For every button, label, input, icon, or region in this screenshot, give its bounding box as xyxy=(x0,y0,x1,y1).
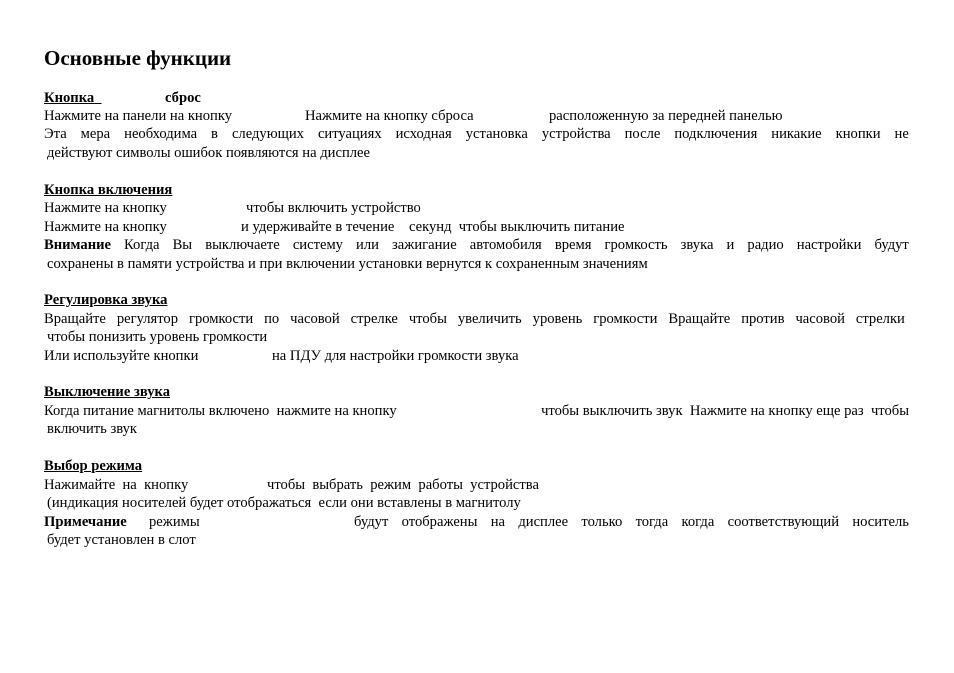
power-heading: Кнопка включения xyxy=(44,182,173,198)
mode-heading: Выбор режима xyxy=(44,458,143,474)
word: никакие xyxy=(771,126,822,142)
word: по xyxy=(264,311,280,327)
mute-line-1-b: чтобы выключить звук Нажмите на кнопку еще раз чтобы xyxy=(541,403,909,419)
word: против xyxy=(741,311,785,327)
word: громкость xyxy=(604,237,668,253)
word: носитель xyxy=(852,514,909,530)
word: следующих xyxy=(231,126,304,142)
word: громкости xyxy=(188,311,254,327)
mode-line-1-b: чтобы выбрать режим работы устройства xyxy=(267,477,539,493)
word: автомобиля xyxy=(469,237,542,253)
word: чтобы xyxy=(408,311,447,327)
word: установка xyxy=(465,126,528,142)
page-title: Основные функции xyxy=(44,46,232,70)
reset-line-1-b: Нажмите на кнопку сброса xyxy=(305,108,474,124)
reset-line-2 xyxy=(44,125,909,143)
word: Вращайте xyxy=(668,311,731,327)
volume-line-3 xyxy=(44,347,644,365)
word: дисплее xyxy=(518,514,569,530)
mode-line-1 xyxy=(44,476,644,494)
reset-heading-part-b: сброс xyxy=(165,90,201,106)
mute-line-1 xyxy=(44,402,909,420)
mute-line-1-a: Когда питание магнитолы включено нажмите на кнопку xyxy=(44,403,397,419)
power-line-4: сохранены в памяти устройства и при включении установки вернутся к сохраненным значениям xyxy=(47,256,648,272)
word: и xyxy=(726,237,735,253)
word: громкости xyxy=(593,311,658,327)
word: Когда xyxy=(124,237,160,253)
volume-heading: Регулировка звука xyxy=(44,292,168,308)
word: отображены xyxy=(401,514,478,530)
word: устройства xyxy=(541,126,611,142)
word: Вы xyxy=(172,237,193,253)
word: радио xyxy=(747,237,784,253)
reset-line-1-a: Нажмите на панели на кнопку xyxy=(44,108,233,124)
mute-heading: Выключение звука xyxy=(44,384,170,400)
mode-note xyxy=(44,513,909,531)
mode-note-a: режимы xyxy=(149,514,200,530)
power-line-1 xyxy=(44,199,644,217)
mode-line-1-a: Нажимайте на кнопку xyxy=(44,477,189,493)
word: регулятор xyxy=(116,311,179,327)
word: подключения xyxy=(674,126,758,142)
power-note xyxy=(44,236,909,254)
reset-heading xyxy=(44,89,214,107)
mode-note-rest xyxy=(354,513,909,531)
reset-heading-underline xyxy=(44,89,210,107)
reset-line-3: действуют символы ошибок появляются на дисплее xyxy=(47,145,370,161)
word: систему xyxy=(292,237,343,253)
mode-line-4: будет установлен в слот xyxy=(47,532,196,548)
power-line-1-a: Нажмите на кнопку xyxy=(44,200,167,216)
word: часовой xyxy=(290,311,340,327)
word: увеличить xyxy=(457,311,522,327)
word: звука xyxy=(680,237,714,253)
word: кнопки xyxy=(835,126,881,142)
word: уровень xyxy=(532,311,583,327)
word: зажигание xyxy=(392,237,457,253)
power-note-label: Внимание xyxy=(44,237,111,253)
power-line-2 xyxy=(44,218,744,236)
reset-line-1-c: расположенную за передней панелью xyxy=(549,108,783,124)
volume-line-3-b: на ПДУ для настройки громкости звука xyxy=(272,348,519,364)
power-line-2-b: и удерживайте в течение секунд чтобы выключить питание xyxy=(241,219,625,235)
volume-line-1 xyxy=(44,310,905,328)
word: в xyxy=(211,126,218,142)
power-line-2-a: Нажмите на кнопку xyxy=(44,219,167,235)
word: будут xyxy=(354,514,389,530)
reset-line-1 xyxy=(44,107,914,125)
volume-line-2: чтобы понизить уровень громкости xyxy=(47,329,268,345)
word: Вращайте xyxy=(44,311,106,327)
mode-line-2: (индикация носителей будет отображаться если они вставлены в магнитолу xyxy=(47,495,521,511)
mode-note-label: Примечание xyxy=(44,514,127,530)
mute-line-2: включить звук xyxy=(47,421,137,437)
reset-heading-part-a: Кнопка xyxy=(44,90,95,106)
word: необходима xyxy=(124,126,198,142)
word: часовой xyxy=(795,311,845,327)
word: время xyxy=(554,237,592,253)
word: или xyxy=(356,237,379,253)
word: тогда xyxy=(635,514,669,530)
word: ситуациях xyxy=(317,126,382,142)
word: Эта xyxy=(44,126,67,142)
word: соответствующий xyxy=(727,514,840,530)
word: когда xyxy=(681,514,715,530)
word: настройки xyxy=(796,237,862,253)
word: исходная xyxy=(395,126,452,142)
word: выключаете xyxy=(205,237,280,253)
power-line-1-b: чтобы включить устройство xyxy=(246,200,421,216)
word: будут xyxy=(874,237,909,253)
word: на xyxy=(490,514,506,530)
word: не xyxy=(894,126,909,142)
word: мера xyxy=(80,126,111,142)
word: после xyxy=(624,126,661,142)
word: стрелки xyxy=(855,311,905,327)
word: стрелке xyxy=(350,311,398,327)
volume-line-3-a: Или используйте кнопки xyxy=(44,348,199,364)
word: только xyxy=(581,514,623,530)
